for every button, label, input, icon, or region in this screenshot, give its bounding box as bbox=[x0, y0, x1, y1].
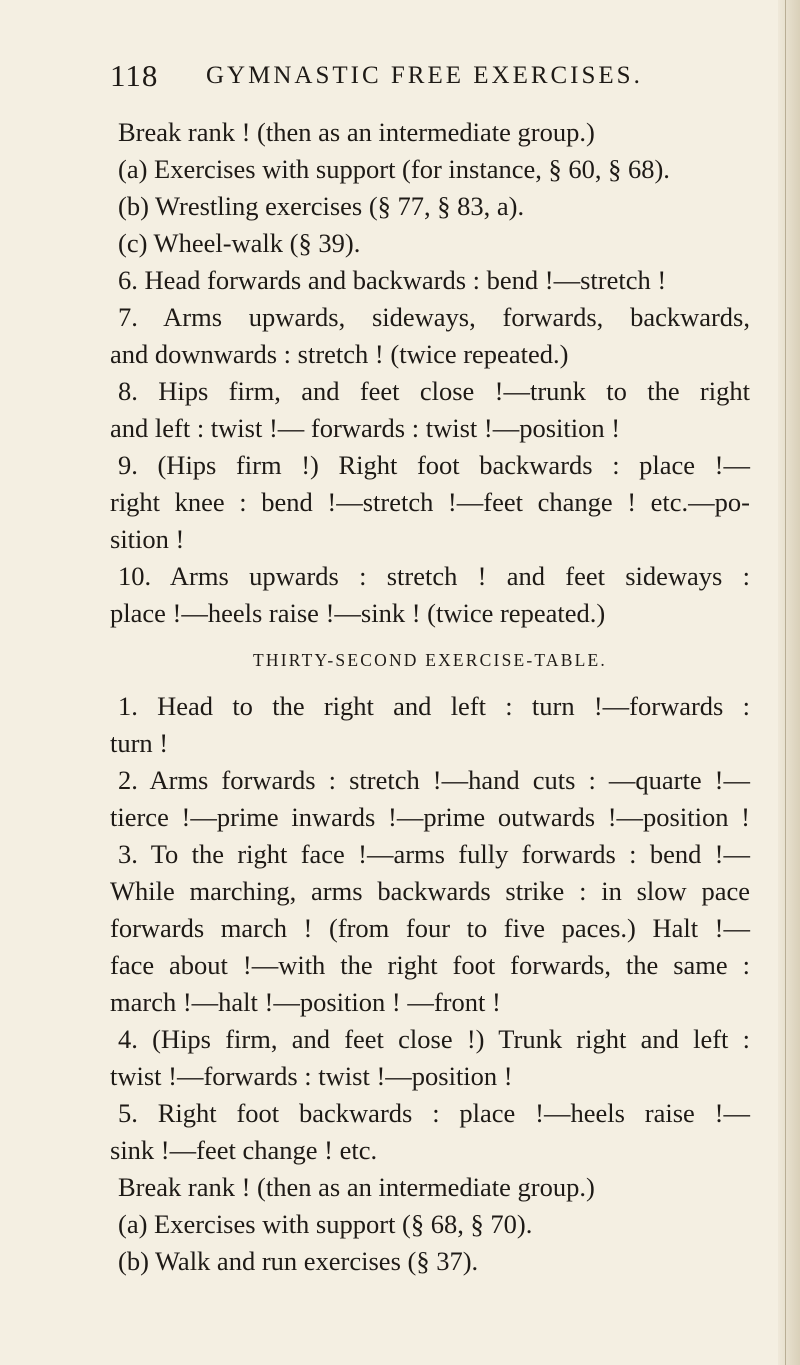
text-line: right knee : bend !—stretch !—feet change ! etc.—po- bbox=[110, 487, 750, 517]
text-line: 9. (Hips firm !) Right foot backwards : place !— bbox=[118, 450, 750, 480]
section-heading: THIRTY-SECOND EXERCISE-TABLE. bbox=[253, 650, 607, 670]
text-line: place !—heels raise !—sink ! (twice repeated.) bbox=[110, 598, 606, 628]
text-line: 8. Hips firm, and feet close !—trunk to the right bbox=[118, 376, 750, 406]
text-line: sink !—feet change ! etc. bbox=[110, 1135, 378, 1165]
text-line: (b) Walk and run exercises (§ 37). bbox=[118, 1246, 479, 1276]
text-line: 3. To the right face !—arms fully forwards : bend !— bbox=[118, 839, 750, 869]
text-line: 6. Head forwards and backwards : bend !—stretch ! bbox=[118, 265, 667, 295]
page-edge bbox=[778, 0, 800, 1365]
text-line: forwards march ! (from four to five paces.) Halt !— bbox=[110, 913, 750, 943]
text-line: and downwards : stretch ! (twice repeated.) bbox=[110, 339, 569, 369]
text-line: 7. Arms upwards, sideways, forwards, backwards, bbox=[118, 302, 750, 332]
running-title: GYMNASTIC FREE EXERCISES. bbox=[206, 62, 643, 89]
text-line: 5. Right foot backwards : place !—heels raise !— bbox=[118, 1098, 750, 1128]
text-line: (b) Wrestling exercises (§ 77, § 83, a). bbox=[118, 191, 525, 221]
text-line: While marching, arms backwards strike : in slow pace bbox=[110, 876, 750, 906]
page-edge-line bbox=[785, 0, 786, 1365]
text-line: 1. Head to the right and left : turn !—forwards : bbox=[118, 691, 750, 721]
text-line: 2. Arms forwards : stretch !—hand cuts : —quarte !— bbox=[118, 765, 750, 795]
page-number: 118 bbox=[110, 58, 159, 93]
text-line: tierce !—prime inwards !—prime outwards !—position ! bbox=[110, 802, 750, 832]
text-line: turn ! bbox=[110, 728, 169, 758]
text-line: march !—halt !—position ! —front ! bbox=[110, 987, 501, 1017]
text-line: Break rank ! (then as an intermediate group.) bbox=[118, 1172, 595, 1202]
text-line: (a) Exercises with support (§ 68, § 70). bbox=[118, 1209, 533, 1239]
text-line: sition ! bbox=[110, 524, 185, 554]
body-text bbox=[110, 114, 750, 1280]
text-line: twist !—forwards : twist !—position ! bbox=[110, 1061, 513, 1091]
text-line: 10. Arms upwards : stretch ! and feet sideways : bbox=[118, 561, 750, 591]
running-head bbox=[110, 58, 730, 98]
text-line: Break rank ! (then as an intermediate group.) bbox=[118, 117, 595, 147]
text-line: and left : twist !— forwards : twist !—position ! bbox=[110, 413, 621, 443]
text-line: (c) Wheel-walk (§ 39). bbox=[118, 228, 361, 258]
text-line: (a) Exercises with support (for instance, § 60, § 68). bbox=[118, 154, 670, 184]
text-line: face about !—with the right foot forwards, the same : bbox=[110, 950, 750, 980]
text-line: 4. (Hips firm, and feet close !) Trunk right and left : bbox=[118, 1024, 750, 1054]
